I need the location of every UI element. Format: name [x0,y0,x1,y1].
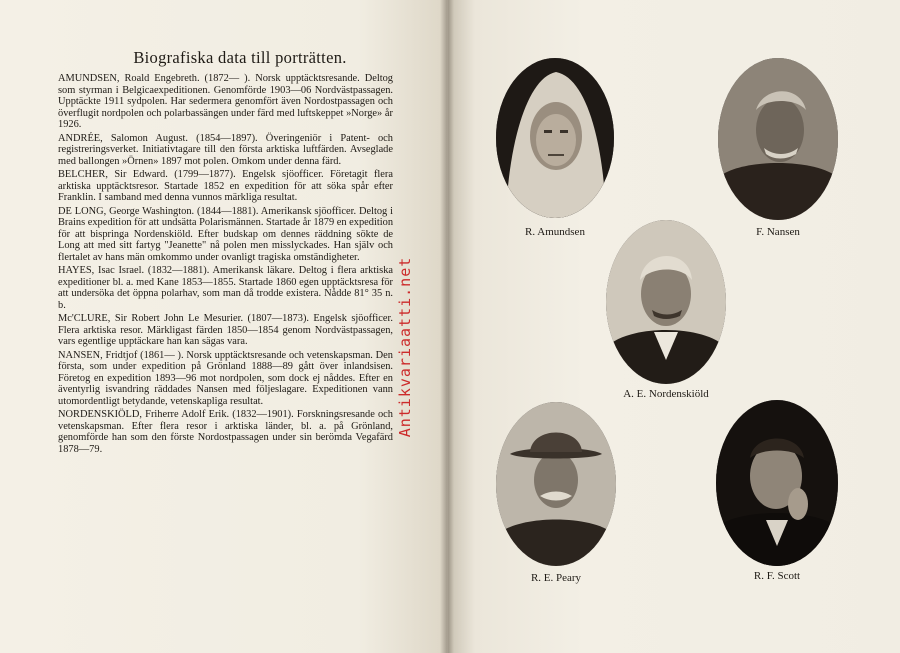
biography-entry [58,350,393,408]
biography-entry [58,169,393,204]
entry-text: George Washington. (1844—1881). Amerikansk sjöofficer. Deltog i Brains expedition för att undsätta Polarismännen. Startade år 1879 en expedition för att bispringa Nordenskiöld. Efter budskap om dennes räddning sökte de Long att med sitt fartyg "Jeanette" nå polen men misslyckades. Han själv och flertalet av hans män omkommo under ovanligt tragiska omständigheter. [58,205,394,263]
biography-entry [58,133,393,168]
portrait-caption: A. E. Nordenskiöld [623,388,709,400]
watermark-stamp [393,250,417,450]
entry-text: Friherre Adolf Erik. (1832—1901). Forskningsresande och vetenskapsman. Efter flera resor i arktiska länder, bl. a. på Grönland, genomförde han som den förste Nordostpassagen under sin berömda Vegafärd 1878—79. [58,409,393,455]
biography-entry [58,313,393,348]
portrait-caption: R. Amundsen [525,226,585,238]
entry-text: Sir Robert John Le Mesurier. (1807—1873). Engelsk sjöofficer. Flera arktiska resor. Märkligast färden 1850—1854 genom Nordvästpassagen, vars egentlige upptäckare han kan sägas vara. [58,313,393,347]
entry-text: Sir Edward. (1799—1877). Engelsk sjöofficer. Företagit flera arktiska upptäcktsresor. Startade 1852 en expedition för att söka spår efter Franklin. I samband med denna vunnos märkliga resultat. [58,169,393,203]
portrait-peary [496,402,616,566]
entry-name: DE LONG, [58,205,107,217]
biography-entry [58,73,393,131]
entry-name: BELCHER, [58,169,108,180]
entry-name: NORDENSKIÖLD, [58,409,142,420]
book-gutter [440,0,454,653]
entry-text: Salomon August. (1854—1897). Överingeniör i Patent- och registreringsverket. Initiativtagare till den första arktiska luftfärden. Avseglade med ballongen »Örnen» 1897 mot polen. Omkom under denna färd. [58,132,393,167]
biography-entry [58,206,393,264]
portrait-image [496,58,614,218]
portrait-caption: F. Nansen [756,226,800,238]
portrait-image [606,220,726,384]
portrait-image [716,400,838,566]
entry-name: AMUNDSEN, [58,73,120,84]
portrait-scott [716,400,838,566]
entry-text: Isac Israel. (1832—1881). Amerikansk läkare. Deltog i flera arktiska expeditioner bl. a. med Kane 1853—1855. Startade 1860 egen upptäcktsresa för att undersöka det öppna polarhav, som man då trodde existera. Nådde 81° 35 n. b. [58,265,393,311]
page-heading: Biografiska data till porträtten. [133,48,347,67]
portrait-nordenskiold [606,220,726,384]
biography-entry [58,265,393,311]
biography-entry [58,409,393,455]
entry-name: ANDRÉE, [58,132,103,144]
right-page [448,0,900,653]
portrait-image [496,402,616,566]
entry-name: NANSEN, [58,349,103,361]
left-page [0,0,448,653]
portrait-caption: R. F. Scott [753,570,801,582]
entry-text: Roald Engebreth. (1872— ). Norsk upptäcktsresande. Deltog som styrman i Belgicaexpeditionen. Genomförde 1903—06 Nordvästpassagen. Upptäckte 1911 sydpolen. Har sedermera genomfört även Nordostpassagen och överflugit nordpolen och polarbassängen under färd med luftskeppet »Norge» år 1926. [58,73,393,130]
portrait-caption: R. E. Peary [530,572,582,584]
entry-text: Fridtjof (1861— ). Norsk upptäcktsresande och vetenskapsman. Den första, som under expedition på Grönland 1888—89 gått över inlandsisen. Företog en expedition 1893—96 mot nordpolen, som dock ej nåddes. Efter en äventyrlig isvandring räddades Nansen med följeslagare. Expeditionen vann utomordentligt betydande, vetenskapliga resultat. [58,349,393,407]
watermark-text: Antikvariaatti.net [396,256,414,438]
entry-name: HAYES, [58,265,95,276]
entry-name: Mc'CLURE, [58,313,111,324]
portrait-amundsen [496,58,614,218]
portrait-image [718,58,838,220]
portrait-nansen [718,58,838,220]
biography-list [58,73,393,457]
